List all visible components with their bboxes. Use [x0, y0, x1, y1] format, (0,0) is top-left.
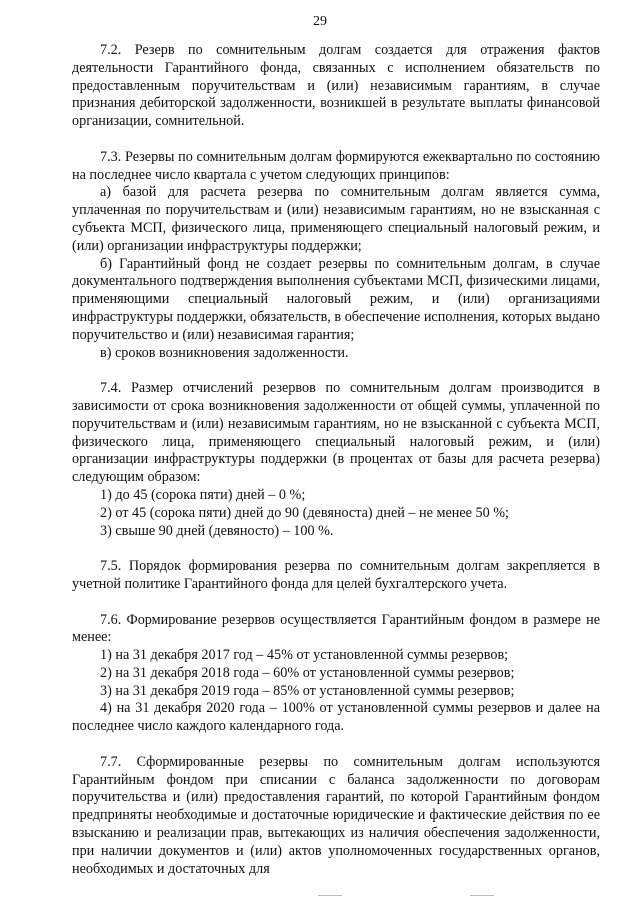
paragraph-7-6-item-2: 2) на 31 декабря 2018 года – 60% от установленной суммы резервов;	[100, 664, 515, 681]
paragraph-gap	[72, 362, 600, 380]
paragraph-7-3-a: а) базой для расчета резерва по сомнительным долгам является сумма, уплаченная по поручительствам и (или) независимым гарантиям, но не взысканная с субъекта МСП, физического лица, применяющего специальный налоговый режим, и (или) организации инфраструктуры поддержки;	[72, 184, 600, 254]
paragraph-7-6-item-4: 4) на 31 декабря 2020 года – 100% от установленной суммы резервов и далее на последнее число каждого календарного года.	[72, 700, 600, 735]
paragraph-7-4-item-2: 2) от 45 (сорока пяти) дней до 90 (девяноста) дней – не менее 50 %;	[100, 504, 509, 521]
paragraph-7-6-item-1: 1) на 31 декабря 2017 год – 45% от установленной суммы резервов;	[100, 647, 509, 664]
paragraph-7-3-b: б) Гарантийный фонд не создает резервы по сомнительным долгам, в случае документального подтверждения выполнения субъектами МСП, физическими лицами, применяющими специальный налоговый режим, и (или) организациями инфраструктуры поддержки, обязательств, в обеспечение исполнения, которых выдано поручительство и (или) независимая гарантия;	[72, 255, 600, 343]
document-body	[72, 42, 600, 878]
scan-mark	[318, 895, 342, 896]
paragraph-gap	[72, 594, 600, 612]
paragraph-7-4-item-1: 1) до 45 (сорока пяти) дней – 0 %;	[100, 486, 306, 503]
paragraph-7-5: 7.5. Порядок формирования резерва по сомнительным долгам закрепляется в учетной политике Гарантийного фонда для целей бухгалтерского учета.	[72, 558, 600, 592]
paragraph-7-3-v: в) сроков возникновения задолженности.	[100, 344, 349, 361]
paragraph-7-7: 7.7. Сформированные резервы по сомнительным долгам используются Гарантийным фондом при списании с баланса задолженности по договорам поручительства и (или) предоставления гарантий, по которой Гарантийным фондом предприняты необходимые и достаточные юридические и фактические действия по ее взысканию и реализации прав, вытекающих из наличия обеспечения задолженности, при наличии документов и (или) актов уполномоченных государственных органов, необходимых и достаточных для	[72, 753, 600, 877]
paragraph-7-6: 7.6. Формирование резервов осуществляется Гарантийным фондом в размере не менее:	[72, 611, 600, 646]
paragraph-7-4-item-3: 3) свыше 90 дней (девяносто) – 100 %.	[100, 522, 334, 539]
page-number: 29	[313, 14, 327, 29]
paragraph-7-6-item-3: 3) на 31 декабря 2019 года – 85% от установленной суммы резервов;	[100, 682, 515, 699]
paragraph-7-4: 7.4. Размер отчислений резервов по сомнительным долгам производится в зависимости от срока возникновения задолженности от общей суммы, уплаченной по поручительствам и (или) независимым гарантиям, но не взысканной с субъекта МСП, физического лица, применяющего специальный налоговый режим, и (или) организации инфраструктуры поддержки (в процентах от базы для расчета резерва) следующим образом:	[72, 380, 600, 486]
paragraph-7-2: 7.2. Резерв по сомнительным долгам создается для отражения фактов деятельности Гарантийного фонда, связанных с исполнением обязательств по предоставленным поручительствам и (или) независимым гарантиям, в случае признания дебиторской задолженности, возникшей в результате выплаты финансовой организации, сомнительной.	[72, 42, 600, 130]
paragraph-gap	[72, 736, 600, 754]
paragraph-gap	[72, 131, 600, 149]
paragraph-7-3: 7.3. Резервы по сомнительным долгам формируются ежеквартально по состоянию на последнее число квартала с учетом следующих принципов:	[72, 148, 600, 183]
paragraph-gap	[72, 540, 600, 558]
scan-mark	[470, 895, 494, 896]
